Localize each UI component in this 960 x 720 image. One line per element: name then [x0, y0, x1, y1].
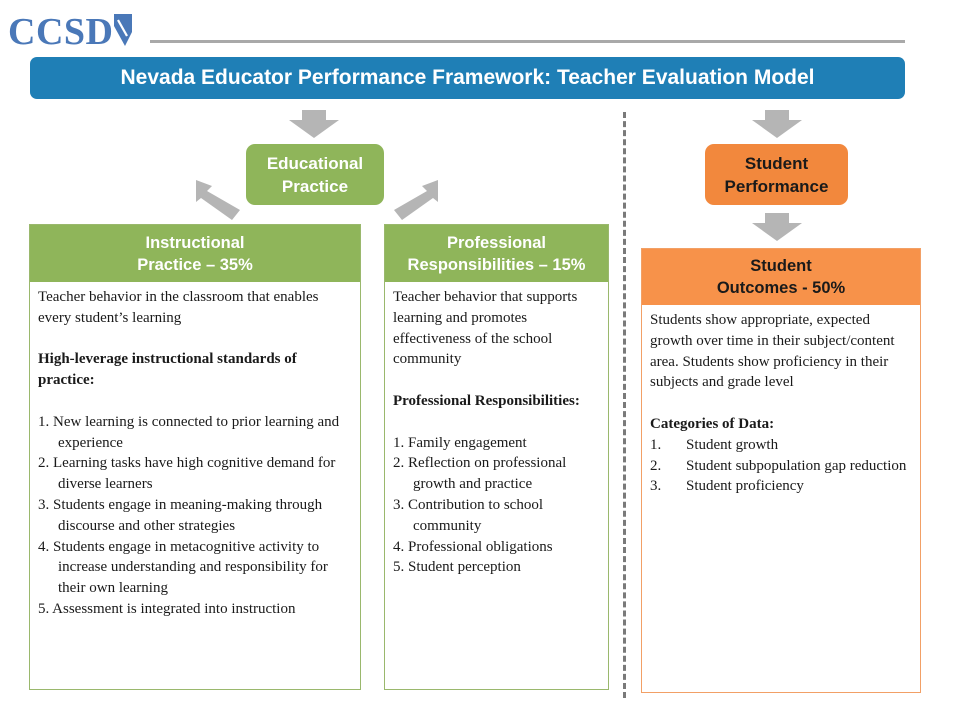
- list-item-text: Student subpopulation gap reduction: [686, 457, 907, 474]
- outcomes-heading-line2: Outcomes - 50%: [716, 279, 846, 297]
- professional-responsibilities-heading: [385, 225, 608, 282]
- professional-intro: Teacher behavior that supports learning and promotes effectiveness of the school community: [393, 289, 578, 368]
- header-rule: [150, 40, 905, 43]
- list-item: 3. Contribution to school community: [393, 496, 543, 534]
- list-item-number: 3.: [650, 478, 662, 495]
- outcomes-heading-line1: Student: [750, 257, 812, 275]
- list-item: [650, 456, 912, 477]
- professional-responsibilities-panel: [384, 224, 609, 690]
- list-item-text: Student growth: [686, 436, 779, 453]
- list-item: 1. Family engagement: [393, 434, 527, 451]
- list-item: [650, 435, 912, 456]
- outcomes-subheading: Categories of Data:: [650, 415, 775, 432]
- list-item-number: 1.: [650, 436, 662, 453]
- outcomes-intro: Students show appropriate, expected growth over time in their subject/content area. Students show proficiency in their subjects and grade level: [650, 312, 895, 391]
- list-item-text: Student proficiency: [686, 478, 804, 495]
- data-categories-list: [650, 435, 912, 497]
- student-performance-line1: Student: [744, 153, 809, 173]
- student-outcomes-panel: [641, 248, 921, 693]
- instructional-heading-line1: Instructional: [145, 233, 245, 252]
- educational-practice-line1: Educational: [266, 153, 364, 173]
- arrow-down-icon: [752, 110, 802, 138]
- list-item: [650, 476, 912, 497]
- list-item: 5. Assessment is integrated into instruction: [38, 600, 296, 617]
- educational-practice-line2: Practice: [281, 176, 349, 196]
- instructional-practice-panel: [29, 224, 361, 690]
- page-title: Nevada Educator Performance Framework: Teacher Evaluation Model: [30, 57, 905, 99]
- arrow-down-icon: [289, 110, 339, 138]
- instructional-heading-line2: Practice – 35%: [137, 255, 253, 274]
- student-performance-line2: Performance: [724, 176, 829, 196]
- list-item: 3. Students engage in meaning-making through discourse and other strategies: [38, 496, 323, 534]
- student-performance-box: [705, 144, 848, 205]
- list-item: 1. New learning is connected to prior learning and experience: [38, 413, 340, 451]
- instructional-standards-list: [38, 412, 352, 620]
- professional-heading-line1: Professional: [446, 233, 547, 252]
- list-item: 5. Student perception: [393, 559, 521, 576]
- instructional-intro: Teacher behavior in the classroom that enables every student’s learning: [38, 289, 319, 326]
- professional-subheading: Professional Responsibilities:: [393, 392, 580, 409]
- nevada-state-icon: [112, 12, 136, 48]
- arrow-down-left-icon: [196, 178, 240, 222]
- student-outcomes-heading: [642, 249, 920, 305]
- list-item: 2. Reflection on professional growth and practice: [393, 455, 567, 493]
- list-item-number: 2.: [650, 457, 662, 474]
- arrow-down-right-icon: [394, 178, 438, 222]
- ccsd-logo-text: CCSD: [8, 11, 114, 53]
- list-item: 4. Students engage in metacognitive activity to increase understanding and responsibility for their own learning: [38, 538, 328, 597]
- professional-responsibilities-list: [393, 433, 600, 579]
- instructional-practice-heading: [30, 225, 360, 282]
- arrow-down-icon: [752, 213, 802, 241]
- list-item: 4. Professional obligations: [393, 538, 553, 555]
- professional-heading-line2: Responsibilities – 15%: [407, 255, 586, 274]
- section-divider: [623, 112, 626, 698]
- list-item: 2. Learning tasks have high cognitive demand for diverse learners: [38, 455, 336, 493]
- educational-practice-box: [246, 144, 384, 205]
- instructional-subheading: High-leverage instructional standards of practice:: [38, 351, 297, 389]
